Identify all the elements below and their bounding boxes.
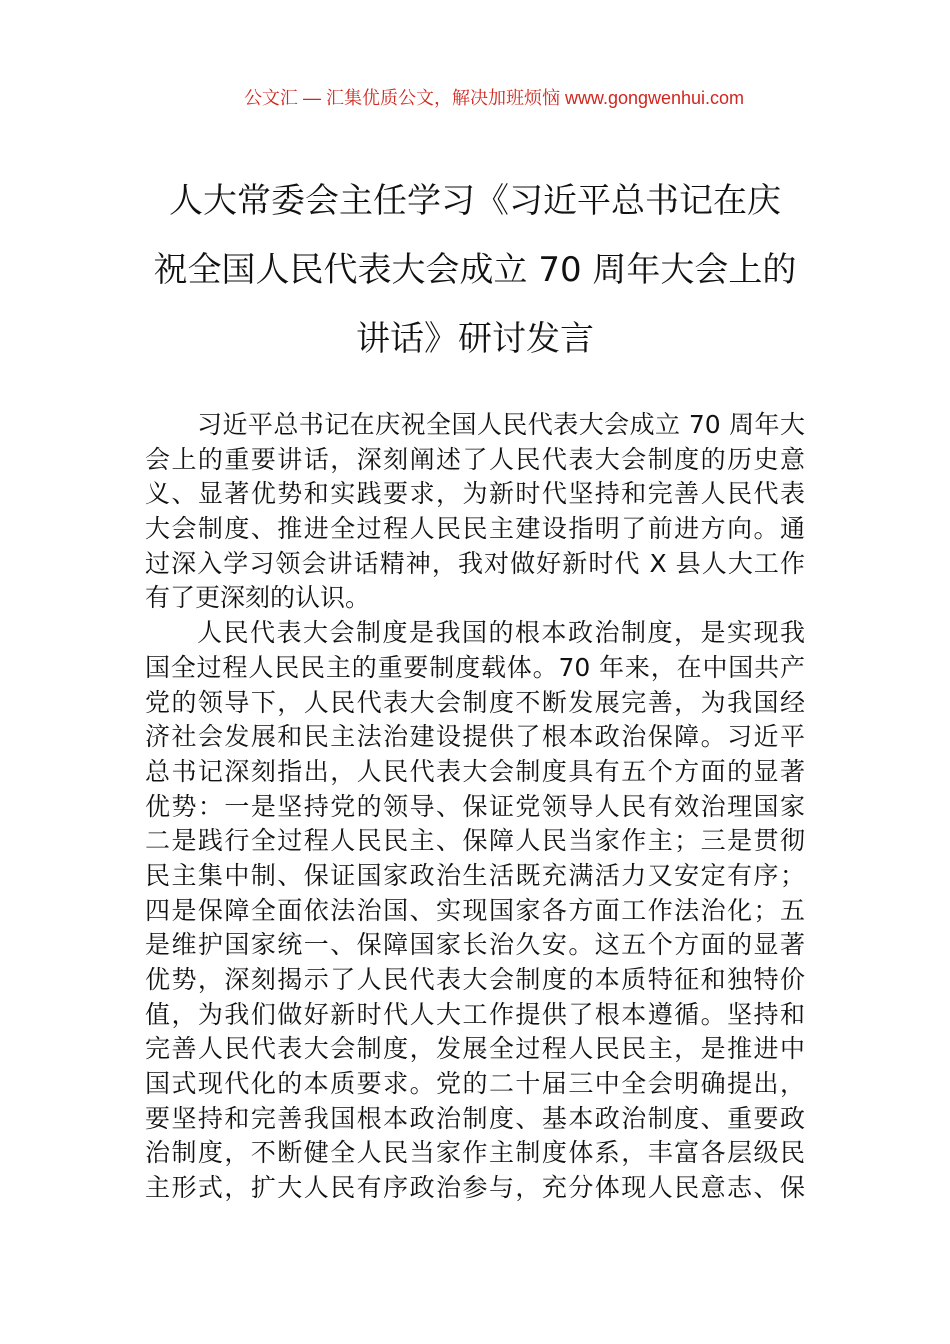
- body-line: 值，为我们做好新时代人大工作提供了根本遵循。坚持和: [145, 999, 805, 1029]
- body-line: 有了更深刻的认识。: [145, 583, 371, 613]
- title-line: 人大常委会主任学习《习近平总书记在庆: [169, 181, 781, 221]
- body-line: 义、显著优势和实践要求，为新时代坚持和完善人民代表: [145, 479, 805, 509]
- body-line: 党的领导下，人民代表大会制度不断发展完善，为我国经: [145, 687, 805, 717]
- body-line: 是维护国家统一、保障国家长治久安。这五个方面的显著: [145, 930, 805, 960]
- site-header-banner: 公文汇 — 汇集优质公文，解决加班烦恼 www.gongwenhui.com: [243, 88, 745, 108]
- body-line: 总书记深刻指出，人民代表大会制度具有五个方面的显著: [145, 756, 805, 786]
- body-line: 过深入学习领会讲话精神，我对做好新时代 X 县人大工作: [145, 548, 805, 578]
- body-line: 二是践行全过程人民民主、保障人民当家作主；三是贯彻: [145, 826, 805, 856]
- body-line: 完善人民代表大会制度，发展全过程人民民主，是推进中: [145, 1034, 805, 1064]
- title-line: 讲话》研讨发言: [356, 319, 594, 359]
- body-line: 国全过程人民民主的重要制度载体。70 年来，在中国共产: [145, 652, 805, 682]
- body-line: 大会制度、推进全过程人民民主建设指明了前进方向。通: [145, 514, 805, 544]
- body-line: 优势，深刻揭示了人民代表大会制度的本质特征和独特价: [145, 965, 805, 994]
- document-title: [140, 176, 810, 383]
- body-line: 民主集中制、保证国家政治生活既充满活力又安定有序；: [145, 860, 805, 890]
- body-line: 四是保障全面依法治国、实现国家各方面工作法治化；五: [145, 895, 805, 925]
- body-line: 主形式，扩大人民有序政治参与，充分体现人民意志、保: [145, 1173, 805, 1203]
- body-line: 会上的重要讲话，深刻阐述了人民代表大会制度的历史意: [145, 444, 805, 474]
- body-line: 要坚持和完善我国根本政治制度、基本政治制度、重要政: [145, 1103, 805, 1133]
- body-line: 人民代表大会制度是我国的根本政治制度，是实现我: [197, 618, 805, 648]
- body-line: 习近平总书记在庆祝全国人民代表大会成立 70 周年大: [197, 410, 805, 439]
- body-line: 优势：一是坚持党的领导、保证党领导人民有效治理国家: [145, 791, 805, 821]
- body-line: 国式现代化的本质要求。党的二十届三中全会明确提出，: [145, 1069, 805, 1099]
- body-line: 治制度，不断健全人民当家作主制度体系，丰富各层级民: [145, 1138, 805, 1168]
- body-line: 济社会发展和民主法治建设提供了根本政治保障。习近平: [145, 722, 805, 752]
- document-body: [145, 408, 805, 1206]
- title-line: 祝全国人民代表大会成立 70 周年大会上的: [153, 250, 797, 290]
